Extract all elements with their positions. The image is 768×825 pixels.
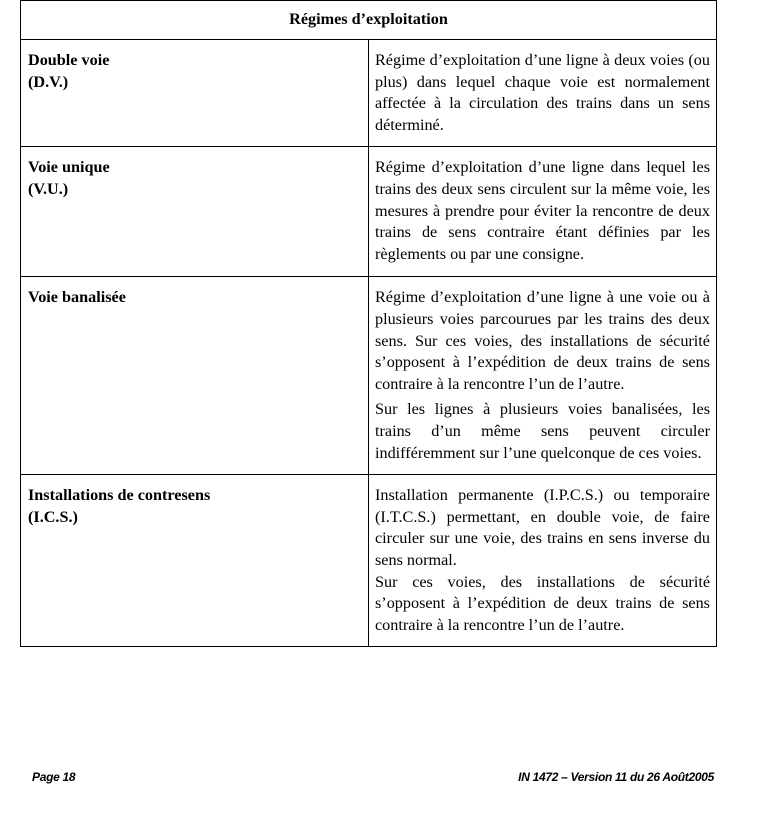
term-label: Installations de contresens <box>28 486 211 505</box>
definition-cell <box>369 147 717 277</box>
term-label: Double voie <box>28 51 110 69</box>
definition-cell <box>369 40 717 147</box>
definition-paragraph: Régime d’exploitation d’une ligne à deux voies (ou plus) dans lequel chaque voie est normalement affectée à la circulation des trains dans un sens déterminé. <box>375 51 710 134</box>
table-row-voie-banalisee <box>21 277 717 475</box>
term-label: Voie banalisée <box>28 288 126 307</box>
definition-paragraph: Régime d’exploitation d’une ligne à une voie ou à plusieurs voies parcourues par les trains des deux sens. Sur ces voies, des installations de sécurité s’opposent à l’expédition de deux trains de sens contraire à la rencontre l’un de l’autre. <box>375 288 710 393</box>
table-row-double-voie <box>21 40 717 147</box>
table-row-voie-unique <box>21 147 717 277</box>
definition-cell <box>369 475 717 647</box>
term-abbreviation: (I.C.S.) <box>28 507 78 526</box>
table-header-row <box>21 1 717 40</box>
term-cell <box>21 475 369 647</box>
table-title: Régimes d’exploitation <box>21 1 717 40</box>
regimes-table <box>20 0 717 647</box>
definition-cell <box>369 277 717 475</box>
term-abbreviation: (V.U.) <box>28 179 69 198</box>
table-row-installations-contresens <box>21 475 717 647</box>
term-label: Voie unique <box>28 158 110 177</box>
footer-document-reference: IN 1472 – Version 11 du 26 Août2005 <box>518 770 714 784</box>
term-cell <box>21 277 369 475</box>
definition-paragraph: Installation permanente (I.P.C.S.) ou temporaire (I.T.C.S.) permettant, en double voie, de faire circuler sur une voie, des trains en sens inverse du sens normal. <box>375 486 710 569</box>
definition-paragraph: Régime d’exploitation d’une ligne dans lequel les trains des deux sens circulent sur la même voie, les mesures à prendre pour éviter la rencontre de deux trains de sens contraire étant définies par les règlements ou par une consigne. <box>375 158 710 263</box>
footer-page-number: Page 18 <box>32 770 76 784</box>
definition-paragraph: Sur ces voies, des installations de sécurité s’opposent à l’expédition de deux trains de sens contraire à la rencontre l’un de l’autre. <box>375 572 710 634</box>
term-cell <box>21 40 369 147</box>
term-cell <box>21 147 369 277</box>
term-abbreviation: (D.V.) <box>28 72 69 91</box>
definition-paragraph: Sur les lignes à plusieurs voies banalisées, les trains d’un même sens peuvent circuler indifféremment sur l’une quelconque de ces voies. <box>375 400 710 462</box>
